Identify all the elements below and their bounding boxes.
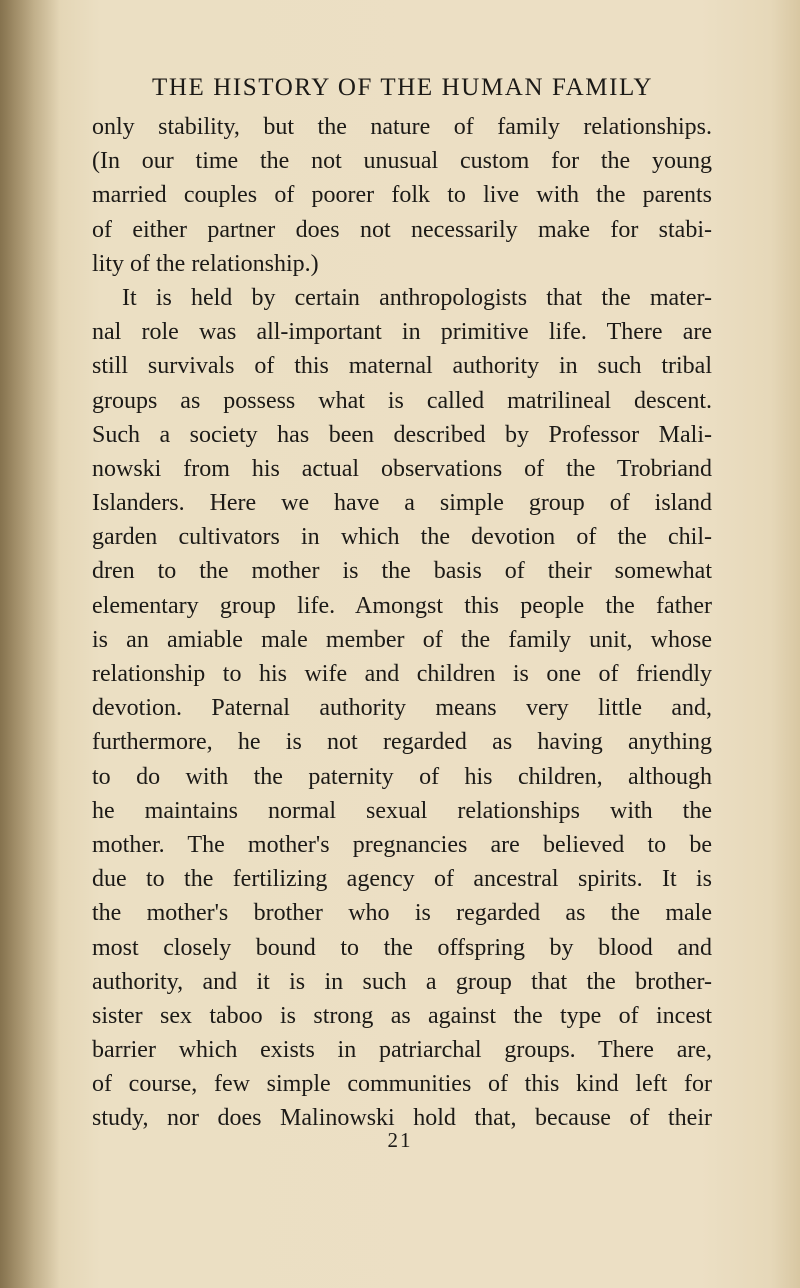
binding-gutter-shadow [0, 0, 60, 1288]
text-line: relationship to his wife and children is one of friendly [92, 661, 712, 687]
text-line: the mother's brother who is regarded as the male [92, 900, 712, 927]
text-line: groups as possess what is called matrilineal descent. [92, 387, 712, 414]
text-line: sister sex taboo is strong as against the type of incest [92, 1002, 712, 1029]
text-line: garden cultivators in which the devotion of the chil- [92, 524, 712, 551]
text-line: authority, and it is in such a group that the brother- [92, 968, 712, 995]
text-line: devotion. Paternal authority means very little and, [92, 695, 712, 722]
paragraph-start-line: It is held by certain anthropologists that the mater- [122, 284, 712, 311]
text-line: elementary group life. Amongst this people the father [92, 592, 712, 619]
text-line: most closely bound to the offspring by blood and [92, 934, 712, 961]
text-line: (In our time the not unusual custom for the young [92, 148, 712, 175]
running-head: THE HISTORY OF THE HUMAN FAMILY [151, 74, 654, 101]
text-line: married couples of poorer folk to live with the parents [92, 182, 712, 209]
text-line: of course, few simple communities of this kind left for [92, 1071, 712, 1098]
text-line: furthermore, he is not regarded as having anything [92, 729, 712, 756]
text-line: still survivals of this maternal authority in such tribal [92, 353, 712, 380]
text-line: study, nor does Malinowski hold that, because of their [92, 1105, 712, 1132]
text-line: dren to the mother is the basis of their somewhat [92, 558, 712, 585]
text-line: nowski from his actual observations of the Trobriand [92, 455, 712, 482]
body-text [92, 110, 712, 1136]
text-line: of either partner does not necessarily make for stabi- [92, 216, 712, 243]
text-line: nal role was all-important in primitive life. There are [92, 319, 712, 346]
text-line: barrier which exists in patriarchal groups. There are, [92, 1037, 712, 1064]
text-line: is an amiable male member of the family unit, whose [92, 626, 712, 653]
text-line: to do with the paternity of his children, although [92, 763, 712, 790]
text-line: he maintains normal sexual relationships with the [92, 797, 712, 824]
text-line: lity of the relationship.) [92, 250, 319, 277]
text-line: due to the fertilizing agency of ancestral spirits. It is [92, 866, 712, 893]
text-line: Such a society has been described by Professor Mali- [92, 421, 712, 448]
text-line: Islanders. Here we have a simple group of island [92, 490, 712, 517]
text-line: only stability, but the nature of family relationships. [92, 114, 712, 140]
page-number: 21 [387, 1128, 413, 1152]
text-line: mother. The mother's pregnancies are believed to be [92, 831, 712, 858]
